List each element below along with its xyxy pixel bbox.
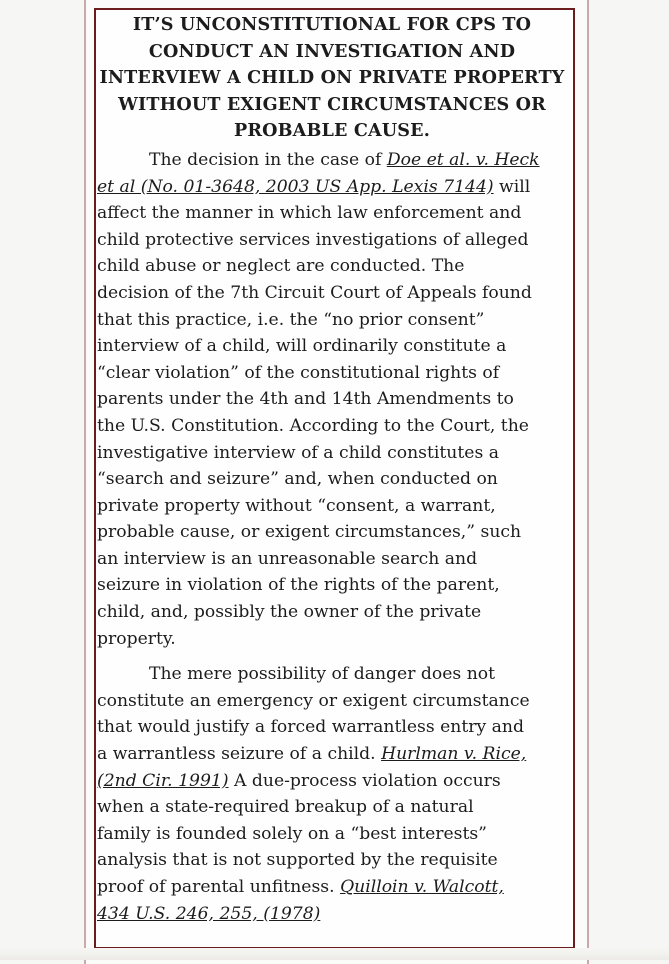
text-line: when a state-required breakup of a natural — [97, 797, 474, 818]
citation-quilloin-v-walcott: Quilloin v. Walcott, — [340, 877, 504, 897]
text-line: child protective services investigations of alleged — [97, 229, 529, 250]
text-line: interview of a child, will ordinarily constitute a — [97, 336, 507, 357]
text-run: proof of parental unfitness. — [97, 877, 341, 897]
document-text — [97, 12, 567, 927]
title-line: INTERVIEW A CHILD ON PRIVATE PROPERTY — [99, 67, 565, 89]
title-line: PROBABLE CAUSE. — [234, 120, 430, 142]
text-line: The mere possibility of danger does not — [149, 664, 496, 685]
citation-quilloin-reporter: 434 U.S. 246, 255, (1978) — [97, 903, 321, 924]
text-line — [97, 147, 567, 174]
text-line: probable cause, or exigent circumstances,” such — [97, 522, 522, 543]
text-line — [97, 768, 567, 795]
text-line: constitute an emergency or exigent circumstance — [97, 690, 530, 711]
text-line: analysis that is not supported by the requisite — [97, 850, 498, 871]
text-line: family is founded solely on a “best interests” — [97, 823, 487, 844]
text-line: an interview is an unreasonable search and — [97, 548, 478, 569]
citation-hurlman-v-rice: Hurlman v. Rice, — [381, 744, 527, 765]
text-line: property. — [97, 628, 176, 649]
citation-doe-v-heck-number: et al (No. 01-3648, 2003 US App. Lexis 7144) — [97, 176, 494, 197]
text-line: parents under the 4th and 14th Amendments to — [97, 389, 514, 410]
paragraph-exigent-circumstances — [97, 661, 567, 927]
text-line — [97, 874, 567, 901]
title-line: WITHOUT EXIGENT CIRCUMSTANCES OR — [118, 93, 546, 115]
text-line — [97, 901, 567, 928]
document-title — [97, 12, 567, 145]
text-line: the U.S. Constitution. According to the Court, the — [97, 415, 529, 436]
paragraph-doe-v-heck — [97, 147, 567, 652]
title-line: CONDUCT AN INVESTIGATION AND — [148, 40, 516, 62]
text-line: “search and seizure” and, when conducted on — [97, 469, 498, 490]
citation-hurlman-court-year: (2nd Cir. 1991) — [97, 770, 229, 791]
text-line: that would justify a forced warrantless entry and — [97, 717, 524, 738]
bottom-edge — [0, 948, 669, 960]
text-line — [97, 741, 567, 768]
text-line: child, and, possibly the owner of the private — [97, 602, 482, 623]
text-line — [97, 174, 567, 201]
text-line: decision of the 7th Circuit Court of Appeals found — [97, 282, 532, 303]
text-line: affect the manner in which law enforcement and — [97, 203, 522, 224]
text-run: A due-process violation occurs — [228, 770, 501, 791]
text-run: will — [493, 176, 531, 197]
text-run: The decision in the case of — [149, 149, 387, 170]
text-line: that this practice, i.e. the “no prior consent” — [97, 309, 485, 330]
text-line: child abuse or neglect are conducted. The — [97, 256, 465, 277]
text-line: investigative interview of a child constitutes a — [97, 442, 499, 463]
text-line: seizure in violation of the rights of the parent, — [97, 575, 500, 596]
title-line: IT’S UNCONSTITUTIONAL FOR CPS TO — [132, 14, 532, 35]
citation-doe-v-heck: Doe et al. v. Heck — [386, 149, 540, 170]
text-line: private property without “consent, a warrant, — [97, 495, 496, 516]
text-line: “clear violation” of the constitutional rights of — [97, 362, 500, 383]
text-run: a warrantless seizure of a child. — [97, 744, 382, 765]
